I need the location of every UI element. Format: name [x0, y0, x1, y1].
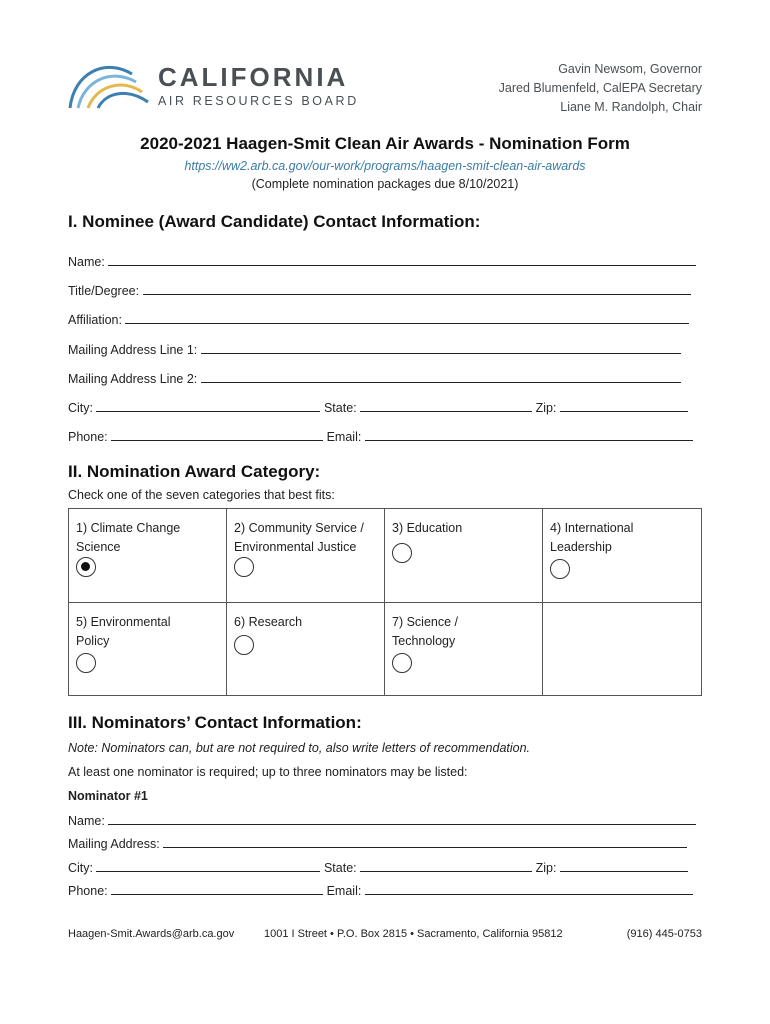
title-block [0, 134, 770, 191]
footer-address: 1001 I Street • P.O. Box 2815 • Sacramento, California 95812 [264, 928, 563, 940]
category-radio-7[interactable] [392, 653, 412, 673]
form-title: 2020-2021 Haagen-Smit Clean Air Awards - Nomination Form [140, 134, 630, 153]
nominator-1-label: Nominator #1 [68, 789, 148, 803]
nominee-affiliation-field[interactable] [125, 310, 689, 324]
nominee-city-row [68, 398, 688, 415]
category-label: 7) Science / [392, 615, 459, 629]
nominator-requirement: At least one nominator is required; up to three nominators may be listed: [68, 765, 468, 779]
footer-email[interactable]: Haagen-Smit.Awards@arb.ca.gov [68, 928, 235, 940]
nominee-title-field[interactable] [143, 281, 691, 295]
category-label: 2) Community Service / [234, 521, 364, 535]
nominee-email-field[interactable] [365, 427, 693, 441]
nominator-email-label: Email: [326, 884, 362, 898]
nominee-title-label: Title/Degree: [68, 284, 140, 298]
official-governor: Gavin Newsom, Governor [558, 62, 702, 76]
nominee-city-label: City: [68, 401, 93, 415]
nominee-affiliation-label: Affiliation: [68, 313, 122, 327]
category-empty-cell [543, 603, 701, 695]
category-research[interactable] [227, 603, 385, 695]
category-climate-change[interactable] [69, 509, 227, 603]
nominee-state-label: State: [323, 401, 357, 415]
category-environmental-policy[interactable] [69, 603, 227, 695]
nominee-address2-field[interactable] [201, 369, 681, 383]
category-label: 6) Research [234, 615, 303, 629]
nominator-phone-field[interactable] [111, 881, 323, 895]
category-international[interactable] [543, 509, 701, 603]
nominee-phone-label: Phone: [68, 430, 108, 444]
category-label: 3) Education [392, 521, 463, 535]
nominee-phone-row [68, 427, 693, 444]
nominee-address1-field[interactable] [201, 340, 681, 354]
nominator-note: Note: Nominators can, but are not required to, also write letters of recommendation. [68, 741, 531, 755]
category-label: 5) Environmental [76, 615, 171, 629]
nominator-zip-field[interactable] [560, 858, 688, 872]
nominator-city-label: City: [68, 861, 93, 875]
nominator-state-label: State: [323, 861, 357, 875]
nominee-zip-label: Zip: [535, 401, 557, 415]
arcs-logo-icon [66, 52, 156, 112]
category-label: Policy [76, 634, 110, 648]
nominator-name-field[interactable] [108, 811, 696, 825]
nominator-address-row [68, 834, 687, 851]
category-instruction: Check one of the seven categories that best fits: [68, 488, 335, 502]
category-radio-1[interactable] [76, 557, 96, 577]
section2-heading: II. Nomination Award Category: [68, 462, 321, 481]
category-label: 4) International [550, 521, 634, 535]
radio-selected-dot [81, 562, 90, 571]
nominator-state-field[interactable] [360, 858, 532, 872]
nominee-title-row [68, 281, 691, 298]
category-label: Leadership [550, 540, 612, 554]
nominee-address2-label: Mailing Address Line 2: [68, 372, 198, 386]
nominator-address-field[interactable] [163, 834, 687, 848]
official-calepa: Jared Blumenfeld, CalEPA Secretary [498, 81, 702, 95]
logo-california-text: CALIFORNIA [158, 62, 349, 92]
category-label: Environmental Justice [234, 540, 357, 554]
category-radio-2[interactable] [234, 557, 254, 577]
nominator-city-field[interactable] [96, 858, 320, 872]
section3-heading: III. Nominators’ Contact Information: [68, 713, 362, 732]
category-education[interactable] [385, 509, 543, 603]
nominator-city-row [68, 858, 688, 875]
nominee-zip-field[interactable] [560, 398, 688, 412]
nominee-address2-row [68, 369, 681, 386]
section1-heading: I. Nominee (Award Candidate) Contact Information: [68, 212, 481, 231]
category-radio-5[interactable] [76, 653, 96, 673]
official-chair: Liane M. Randolph, Chair [560, 100, 702, 114]
category-label: 1) Climate Change [76, 521, 181, 535]
footer-phone: (916) 445-0753 [626, 928, 702, 940]
nominator-address-label: Mailing Address: [68, 837, 160, 851]
category-community-service[interactable] [227, 509, 385, 603]
nominee-phone-field[interactable] [111, 427, 323, 441]
nominee-affiliation-row [68, 310, 689, 327]
nominee-name-field[interactable] [108, 252, 696, 266]
nominee-name-row [68, 252, 696, 269]
category-radio-4[interactable] [550, 559, 570, 579]
category-science-technology[interactable] [385, 603, 543, 695]
nominator-name-label: Name: [68, 814, 105, 828]
category-grid [68, 508, 702, 696]
nominator-name-row [68, 811, 696, 828]
nominator-phone-row [68, 881, 693, 898]
nominee-state-field[interactable] [360, 398, 532, 412]
nominator-phone-label: Phone: [68, 884, 108, 898]
category-label: Technology [392, 634, 456, 648]
nominee-name-label: Name: [68, 255, 105, 269]
category-radio-3[interactable] [392, 543, 412, 563]
logo-arb-text: AIR RESOURCES BOARD [158, 94, 359, 108]
nominee-address1-row [68, 340, 681, 357]
category-radio-6[interactable] [234, 635, 254, 655]
nominator-zip-label: Zip: [535, 861, 557, 875]
carb-logo [66, 52, 376, 112]
nominee-email-label: Email: [326, 430, 362, 444]
due-date-note: (Complete nomination packages due 8/10/2021) [251, 177, 519, 191]
officials-list [499, 60, 702, 117]
nominator-email-field[interactable] [365, 881, 693, 895]
awards-url-link[interactable]: https://ww2.arb.ca.gov/our-work/programs/haagen-smit-clean-air-awards [184, 159, 586, 173]
nominee-address1-label: Mailing Address Line 1: [68, 343, 198, 357]
category-label: Science [76, 540, 121, 554]
nominee-city-field[interactable] [96, 398, 320, 412]
